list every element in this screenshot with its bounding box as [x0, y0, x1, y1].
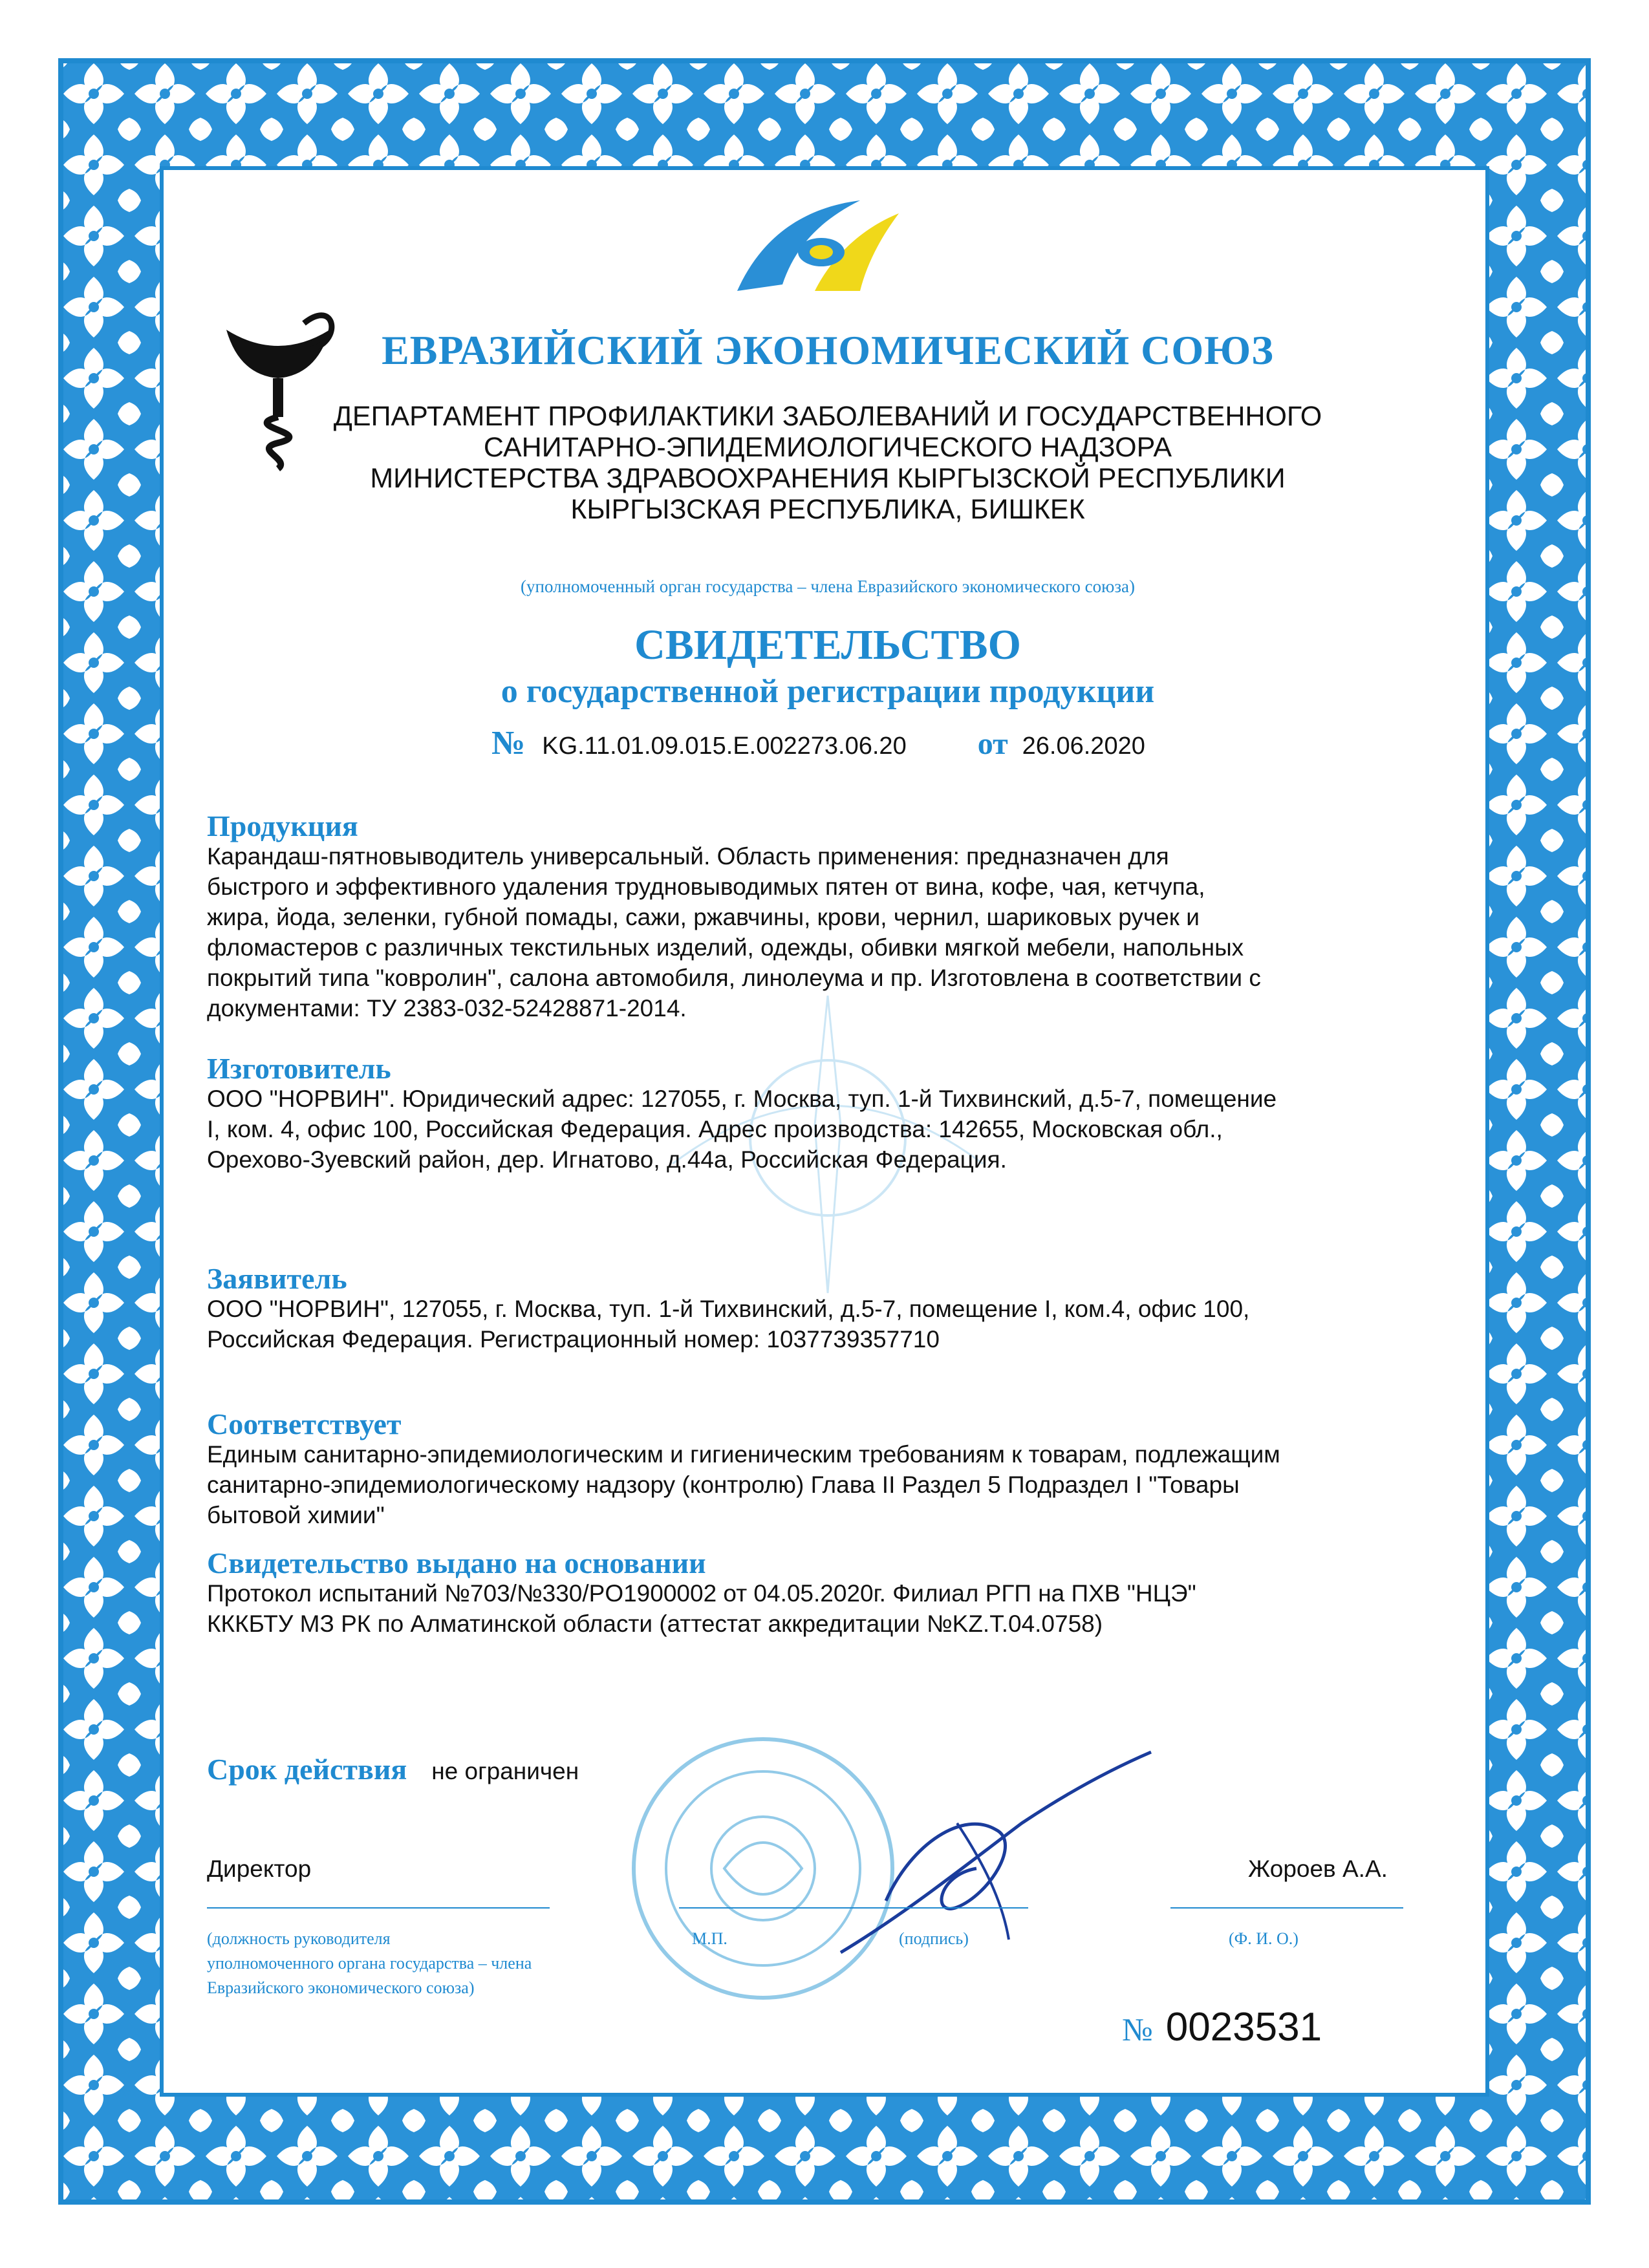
- text-line: жира, йода, зеленки, губной помады, сажи, ржавчины, крови, чернил, шариковых ручек и: [207, 904, 1200, 930]
- date-label: от: [977, 727, 1008, 761]
- name-underline: [1170, 1907, 1403, 1909]
- text-line: документами: ТУ 2383-032-52428871-2014.: [207, 995, 687, 1022]
- manufacturer-section: [207, 1054, 1436, 1175]
- name-note: (Ф. И. О.): [1229, 1929, 1299, 1948]
- section-heading: Заявитель: [207, 1262, 347, 1295]
- text-line: покрытий типа "ковролин", салона автомобиля, линолеума и пр. Изготовлена в соответствии с: [207, 965, 1261, 991]
- number-sign: №: [491, 725, 526, 762]
- certificate-subtitle: о государственной регистрации продукции: [501, 673, 1155, 710]
- department-line: ДЕПАРТАМЕНТ ПРОФИЛАКТИКИ ЗАБОЛЕВАНИЙ И ГОСУДАРСТВЕННОГО: [333, 401, 1322, 432]
- text-line: КККБТУ МЗ РК по Алматинской области (аттестат аккредитации №KZ.T.04.0758): [207, 1610, 1103, 1637]
- certificate-title: СВИДЕТЕЛЬСТВО: [634, 621, 1021, 669]
- text-line: бытовой химии": [207, 1502, 385, 1528]
- eaeu-logo: [724, 194, 905, 297]
- director-position: Директор: [207, 1856, 312, 1882]
- text-line: фломастеров с различных текстильных изделий, одежды, обивки мягкой мебели, напольных: [207, 934, 1244, 961]
- position-underline: [207, 1907, 550, 1909]
- section-heading: Изготовитель: [207, 1052, 391, 1085]
- section-body: [207, 1578, 1436, 1639]
- stamp-place-label: М.П.: [692, 1929, 727, 1948]
- text-line: Единым санитарно-эпидемиологическим и гигиеническим требованиям к товарам, подлежащим: [207, 1441, 1280, 1468]
- department-line: САНИТАРНО-ЭПИДЕМИОЛОГИЧЕСКОГО НАДЗОРА: [483, 432, 1172, 463]
- product-section: [207, 811, 1436, 1023]
- text-line: Карандаш-пятновыводитель универсальный. Область применения: предназначен для: [207, 843, 1169, 870]
- note-line: уполномоченного органа государства – члена: [207, 1954, 532, 1973]
- section-heading: Продукция: [207, 809, 358, 842]
- section-body: [207, 1084, 1436, 1175]
- validity-label: Срок действия: [207, 1753, 407, 1786]
- signature-note: (подпись): [899, 1929, 969, 1948]
- director-signature: [828, 1746, 1164, 1959]
- section-heading: Свидетельство выдано на основании: [207, 1546, 706, 1579]
- section-heading: Соответствует: [207, 1407, 402, 1440]
- text-line: I, ком. 4, офис 100, Российская Федерация. Адрес производства: 142655, Московская обл.,: [207, 1116, 1223, 1142]
- text-line: Орехово-Зуевский район, дер. Игнатово, д.44а, Российская Федерация.: [207, 1146, 1007, 1173]
- certificate-number: KG.11.01.09.015.E.002273.06.20: [542, 733, 907, 760]
- position-note: [207, 1927, 532, 2000]
- serial-sign: №: [1122, 2011, 1153, 2048]
- note-line: (должность руководителя: [207, 1929, 391, 1948]
- text-line: быстрого и эффективного удаления трудновыводимых пятен от вина, кофе, чая, кетчупа,: [207, 873, 1205, 900]
- department-line: КЫРГЫЗСКАЯ РЕСПУБЛИКА, БИШКЕК: [570, 494, 1085, 525]
- union-title: ЕВРАЗИЙСКИЙ ЭКОНОМИЧЕСКИЙ СОЮЗ: [382, 327, 1274, 373]
- certificate-number-row: [491, 724, 1461, 762]
- validity-value: не ограничен: [431, 1758, 579, 1784]
- section-body: [207, 1439, 1436, 1530]
- signature-underline: [679, 1907, 1028, 1909]
- note-line: Евразийского экономического союза): [207, 1978, 475, 1997]
- applicant-section: [207, 1264, 1436, 1354]
- conformity-section: [207, 1409, 1436, 1530]
- serial-number: 0023531: [1165, 2005, 1322, 2049]
- text-line: ООО "НОРВИН". Юридический адрес: 127055, г. Москва, туп. 1-й Тихвинский, д.5-7, помещение: [207, 1086, 1277, 1112]
- authority-note: (уполномоченный орган государства – члена Евразийского экономического союза): [521, 577, 1135, 596]
- text-line: санитарно-эпидемиологическому надзору (контролю) Глава II Раздел 5 Подраздел I "Товары: [207, 1471, 1240, 1498]
- text-line: Протокол испытаний №703/№330/PO1900002 от 04.05.2020г. Филиал РГП на ПХВ "НЦЭ": [207, 1580, 1196, 1607]
- text-line: ООО "НОРВИН", 127055, г. Москва, туп. 1-й Тихвинский, д.5-7, помещение I, ком.4, офис 100,: [207, 1296, 1250, 1322]
- certificate-date: 26.06.2020: [1022, 733, 1145, 760]
- director-name: Жороев А.А.: [1248, 1856, 1388, 1882]
- basis-section: [207, 1548, 1436, 1639]
- department-line: МИНИСТЕРСТВА ЗДРАВООХРАНЕНИЯ КЫРГЫЗСКОЙ РЕСПУБЛИКИ: [370, 463, 1286, 494]
- section-body: [207, 1294, 1436, 1354]
- validity-row: [207, 1752, 579, 1786]
- department-name: [213, 401, 1442, 525]
- section-body: [207, 841, 1436, 1023]
- text-line: Российская Федерация. Регистрационный номер: 1037739357710: [207, 1326, 940, 1353]
- serial-number-row: [1122, 2004, 1322, 2050]
